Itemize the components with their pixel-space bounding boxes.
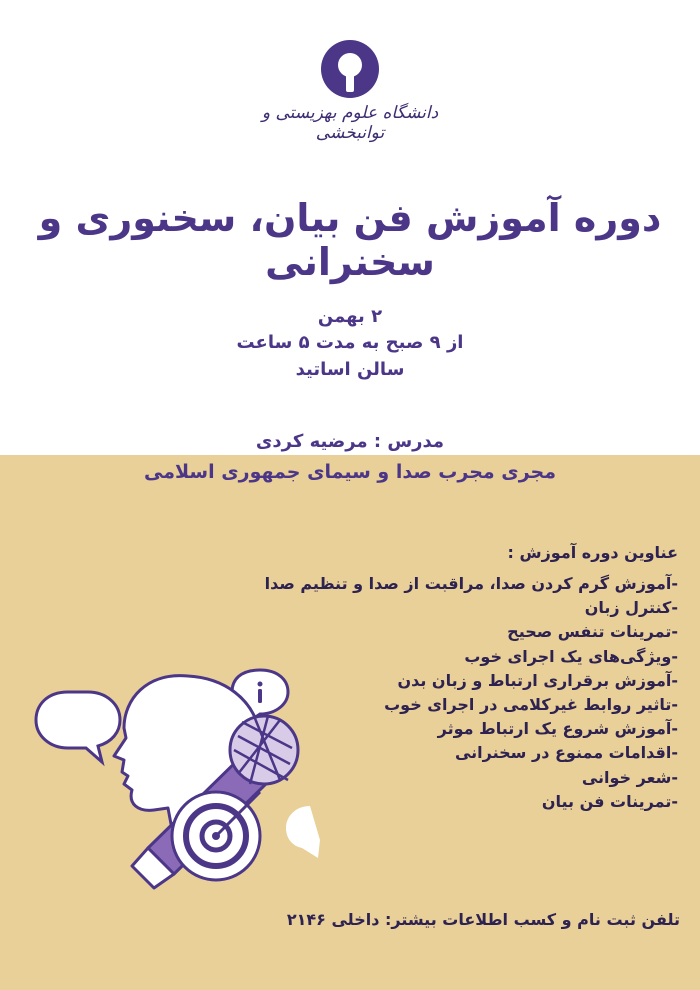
contact-info: تلفن ثبت نام و کسب اطلاعات بیشتر: داخلی ۲۱۴۶ [286, 910, 680, 929]
topic-item: -تمرینات تنفس صحیح [507, 622, 678, 642]
course-time: از ۹ صبح به مدت ۵ ساعت [236, 332, 464, 353]
topic-item: -ویژگی‌های یک اجرای خوب [464, 646, 678, 666]
course-date: ۲ بهمن [317, 306, 383, 327]
course-venue: سالن اساتید [295, 359, 405, 380]
course-title: دوره آموزش فن بیان، سخنوری و سخنرانی [38, 196, 662, 284]
speaker-illustration [28, 640, 328, 890]
topic-item: -اقدامات ممنوع در سخنرانی [454, 743, 678, 763]
topics-heading: عناوین دوره آموزش : [507, 543, 678, 562]
university-emblem-icon [318, 38, 382, 100]
topic-item: -آموزش شروع یک ارتباط موثر [437, 719, 678, 739]
instructor-bio: مجری مجرب صدا و سیمای جمهوری اسلامی [144, 461, 556, 483]
speech-bubble-icon [286, 806, 320, 858]
topic-item: -شعر خوانی [581, 767, 678, 787]
topic-item: -کنترل زبان [584, 598, 678, 618]
topic-item: -آموزش گرم کردن صدا، مراقبت از صدا و تنظیم صدا [264, 574, 678, 593]
topic-item: -تاثیر روابط غیرکلامی در اجرای خوب [384, 694, 678, 714]
university-name: دانشگاه علوم بهزیستی و توانبخشی [261, 103, 439, 143]
topic-item: -آموزش برقراری ارتباط و زبان بدن [397, 670, 678, 690]
target-icon [172, 792, 260, 880]
speech-bubble-icon [36, 692, 120, 762]
instructor-name: مدرس : مرضیه کردی [255, 431, 445, 452]
topic-item: -تمرینات فن بیان [541, 791, 678, 811]
